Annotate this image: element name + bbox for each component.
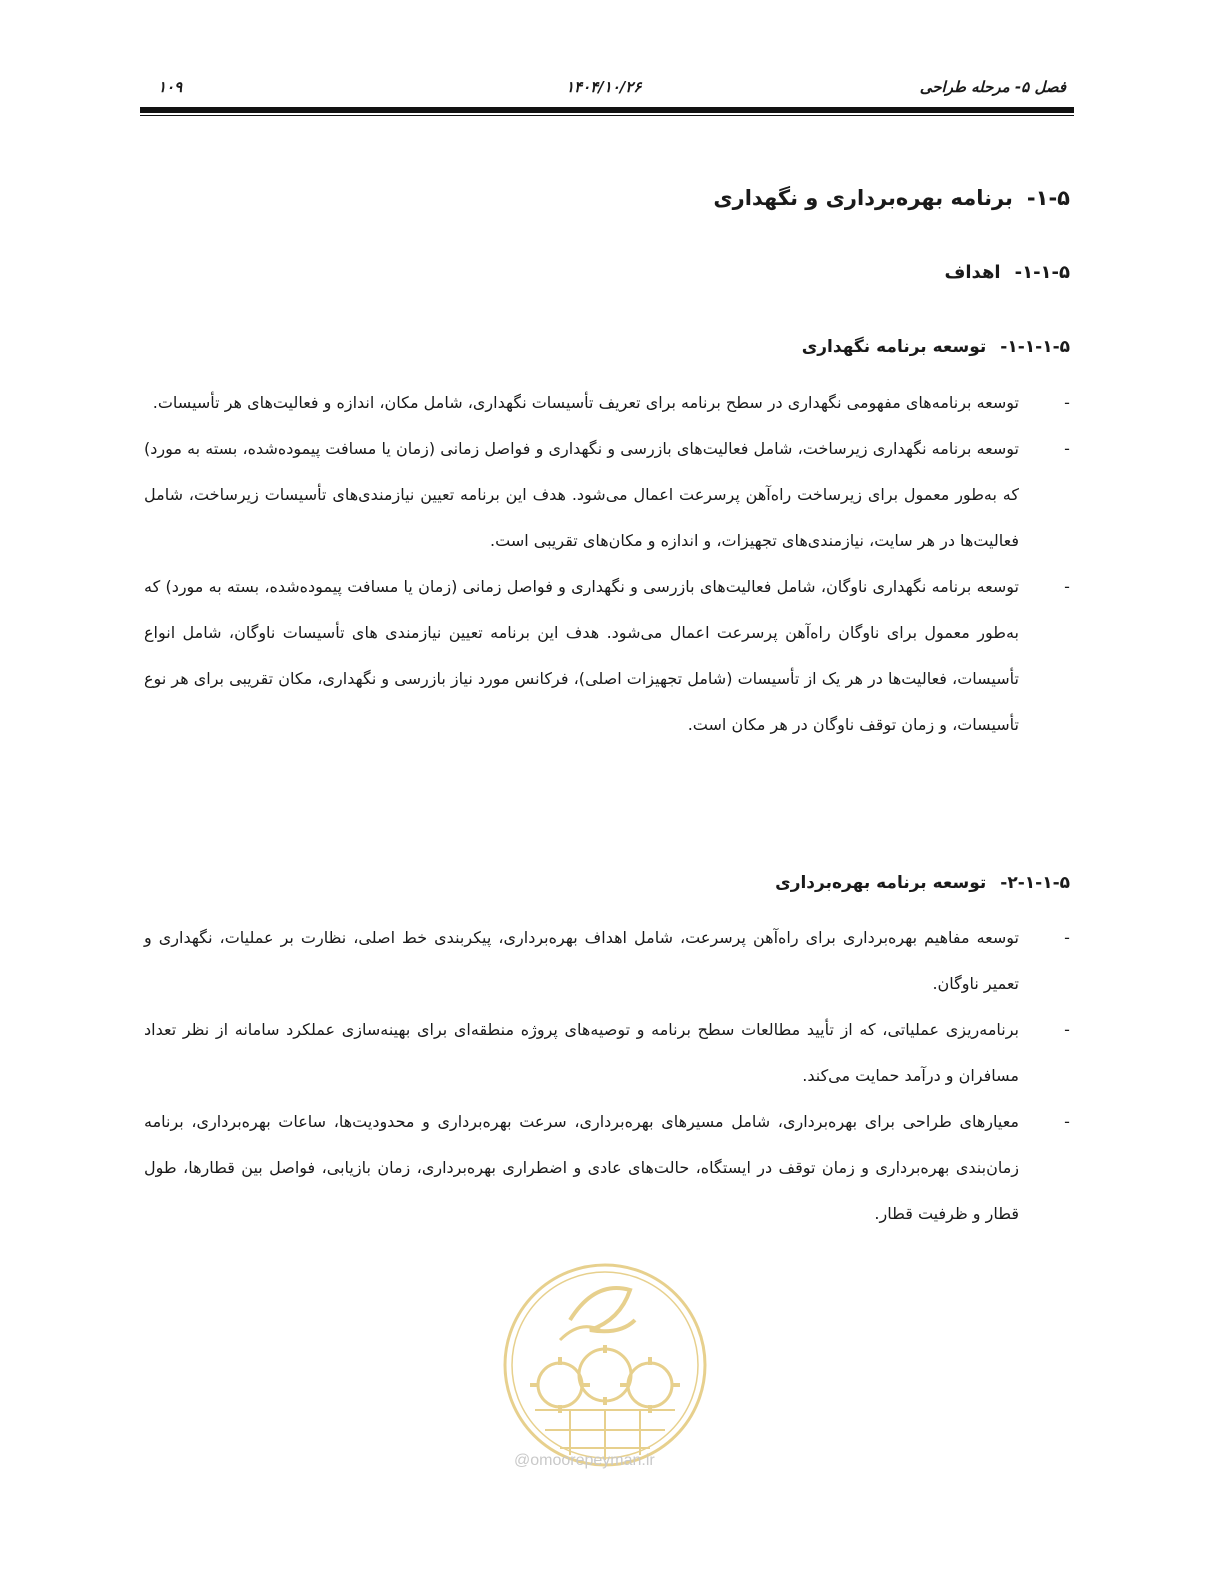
list-marker: - <box>1064 1020 1070 1039</box>
list-item-text: توسعه برنامه نگهداری زیرساخت، شامل فعالیت‌های بازرسی و نگهداری و فواصل زمانی (زمان یا مسافت پیموده‌شده، بسته به مورد) که به‌طور معمول برای زیرساخت راه‌آهن پرسرعت اعمال می‌شود. هدف این برنامه تعیین نیازمندی‌های تأسیسات زیرساخت، شامل فعالیت‌ها در هر سایت، نیازمندی‌های تجهیزات، و اندازه و مکان‌های تقریبی است. <box>144 439 1019 550</box>
list-item <box>144 380 1073 426</box>
header-date: ۱۴۰۴/۱۰/۲۶ <box>566 78 642 96</box>
list-marker: - <box>1064 439 1070 458</box>
operations-list <box>144 915 1073 1237</box>
section-title: اهداف <box>944 262 1001 283</box>
list-item <box>144 564 1073 748</box>
section-title: برنامه بهره‌برداری و نگهداری <box>713 186 1013 210</box>
maintenance-list <box>144 380 1073 748</box>
list-marker: - <box>1064 577 1070 596</box>
list-item <box>144 1099 1073 1237</box>
section-number: ۱-۵- <box>1026 186 1070 210</box>
watermark-seal-icon <box>500 1260 710 1470</box>
section-heading-1-1-2 <box>775 873 1070 893</box>
header-chapter-title: فصل ۵- مرحله طراحی <box>919 78 1066 96</box>
section-number: ۱-۱-۵- <box>1014 262 1070 283</box>
list-marker: - <box>1064 928 1070 947</box>
list-item-text: توسعه برنامه نگهداری ناوگان، شامل فعالیت‌های بازرسی و نگهداری و فواصل زمانی (زمان یا مسافت پیموده‌شده، بسته به مورد) که به‌طور معمول برای ناوگان راه‌آهن پرسرعت اعمال می‌شود. هدف این برنامه تعیین نیازمندی های تأسیسات ناوگان، شامل انواع تأسیسات، فعالیت‌ها در هر یک از تأسیسات (شامل تجهیزات اصلی)، فرکانس مورد نیاز بازرسی و نگهداری، مکان تقریبی برای هر نوع تأسیسات، و زمان توقف ناوگان در هر مکان است. <box>144 577 1019 734</box>
header-rule-thin <box>140 115 1074 116</box>
list-item-text: معیارهای طراحی برای بهره‌برداری، شامل مسیرهای بهره‌برداری، سرعت بهره‌برداری و محدودیت‌ها، ساعات بهره‌برداری، برنامه زمان‌بندی بهره‌برداری و زمان توقف در ایستگاه، حالت‌های عادی و اضطراری بهره‌برداری، زمان بازیابی، فواصل بین قطارها، طول قطار و ظرفیت قطار. <box>144 1112 1019 1223</box>
list-item <box>144 426 1073 564</box>
watermark-url: @omoorepeyman.ir <box>514 1452 655 1469</box>
list-item-text: برنامه‌ریزی عملیاتی، که از تأیید مطالعات سطح برنامه و توصیه‌های پروژه منطقه‌ای برای بهینه‌سازی عملکرد سامانه از نظر تعداد مسافران و درآمد حمایت می‌کند. <box>144 1020 1019 1085</box>
list-item-text: توسعه مفاهیم بهره‌برداری برای راه‌آهن پرسرعت، شامل اهداف بهره‌برداری، پیکربندی خط اصلی، نظارت بر عملیات، نگهداری و تعمیر ناوگان. <box>144 928 1019 993</box>
list-item <box>144 1007 1073 1099</box>
section-heading-1-1 <box>944 262 1070 283</box>
list-marker: - <box>1064 1112 1070 1131</box>
section-title: توسعه برنامه بهره‌برداری <box>775 873 987 893</box>
header-page-number: ۱۰۹ <box>158 78 183 96</box>
list-item <box>144 915 1073 1007</box>
list-item-text: توسعه برنامه‌های مفهومی نگهداری در سطح برنامه برای تعریف تأسیسات نگهداری، شامل مکان، اندازه و فعالیت‌های هر تأسیسات. <box>152 393 1019 412</box>
section-number: ۱-۱-۱-۵- <box>1000 337 1070 357</box>
section-heading-1 <box>713 186 1070 210</box>
list-marker: - <box>1064 393 1070 412</box>
section-number: ۲-۱-۱-۵- <box>1000 873 1070 893</box>
section-title: توسعه برنامه نگهداری <box>801 337 987 357</box>
section-heading-1-1-1 <box>802 337 1070 357</box>
header-rule-thick <box>140 107 1074 113</box>
